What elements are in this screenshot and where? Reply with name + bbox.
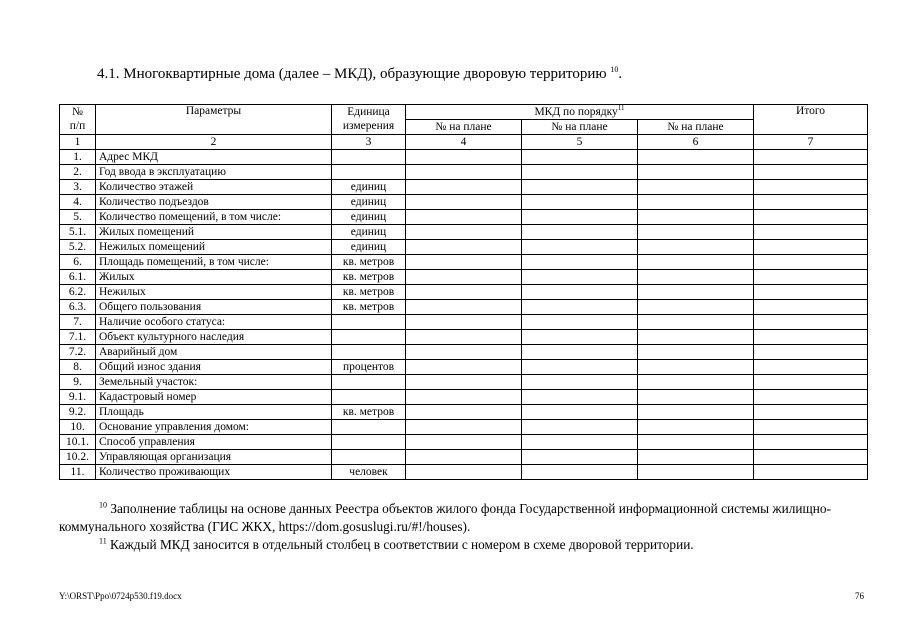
row-parameter: Количество подъездов bbox=[96, 195, 332, 210]
row-value-cell bbox=[406, 465, 522, 480]
row-unit: кв. метров bbox=[332, 405, 406, 420]
row-number: 6.3. bbox=[60, 300, 96, 315]
col-number: 6 bbox=[638, 135, 754, 150]
row-parameter: Общего пользования bbox=[96, 300, 332, 315]
row-number: 10. bbox=[60, 420, 96, 435]
row-value-cell bbox=[638, 390, 754, 405]
row-value-cell bbox=[406, 210, 522, 225]
heading-footnote-ref: 10 bbox=[610, 65, 619, 74]
row-value-cell bbox=[522, 150, 638, 165]
row-value-cell bbox=[522, 465, 638, 480]
row-value-cell bbox=[406, 450, 522, 465]
row-value-cell bbox=[406, 435, 522, 450]
table-row bbox=[60, 345, 868, 360]
row-total-cell bbox=[754, 465, 868, 480]
row-number: 8. bbox=[60, 360, 96, 375]
row-value-cell bbox=[522, 330, 638, 345]
row-value-cell bbox=[406, 390, 522, 405]
header-plan-col: № на плане bbox=[406, 120, 522, 135]
row-total-cell bbox=[754, 315, 868, 330]
row-unit bbox=[332, 420, 406, 435]
row-number: 1. bbox=[60, 150, 96, 165]
row-unit bbox=[332, 150, 406, 165]
mkd-footnote-ref: 11 bbox=[617, 104, 625, 112]
table-row bbox=[60, 180, 868, 195]
header-params: Параметры bbox=[96, 105, 332, 135]
row-value-cell bbox=[406, 345, 522, 360]
row-total-cell bbox=[754, 330, 868, 345]
row-value-cell bbox=[638, 225, 754, 240]
row-value-cell bbox=[522, 225, 638, 240]
table-row bbox=[60, 150, 868, 165]
row-unit bbox=[332, 375, 406, 390]
row-parameter: Управляющая организация bbox=[96, 450, 332, 465]
row-total-cell bbox=[754, 270, 868, 285]
col-number: 7 bbox=[754, 135, 868, 150]
row-number: 6.1. bbox=[60, 270, 96, 285]
row-number: 5.2. bbox=[60, 240, 96, 255]
table-row bbox=[60, 195, 868, 210]
row-total-cell bbox=[754, 255, 868, 270]
row-number: 6. bbox=[60, 255, 96, 270]
row-number: 2. bbox=[60, 165, 96, 180]
row-parameter: Земельный участок: bbox=[96, 375, 332, 390]
row-number: 7.2. bbox=[60, 345, 96, 360]
row-value-cell bbox=[638, 210, 754, 225]
row-unit: кв. метров bbox=[332, 270, 406, 285]
row-total-cell bbox=[754, 420, 868, 435]
row-total-cell bbox=[754, 375, 868, 390]
row-parameter: Площадь bbox=[96, 405, 332, 420]
header-num: № bbox=[60, 105, 96, 120]
row-value-cell bbox=[522, 255, 638, 270]
row-unit: единиц bbox=[332, 210, 406, 225]
row-number: 11. bbox=[60, 465, 96, 480]
row-value-cell bbox=[522, 390, 638, 405]
column-number-row bbox=[60, 135, 868, 150]
row-number: 7. bbox=[60, 315, 96, 330]
row-value-cell bbox=[522, 405, 638, 420]
row-parameter: Наличие особого статуса: bbox=[96, 315, 332, 330]
row-value-cell bbox=[638, 450, 754, 465]
row-unit: кв. метров bbox=[332, 285, 406, 300]
row-unit: единиц bbox=[332, 180, 406, 195]
footnote-10-text: Заполнение таблицы на основе данных Реестра объектов жилого фонда Государственной информационной системы жилищно-коммунального хозяйства (ГИС ЖКХ, https://dom.gosuslugi.ru/#!/houses). bbox=[59, 501, 831, 534]
header-unit-line2: измерения bbox=[332, 120, 406, 135]
table-row bbox=[60, 390, 868, 405]
table-row bbox=[60, 375, 868, 390]
row-value-cell bbox=[406, 195, 522, 210]
table-row bbox=[60, 450, 868, 465]
row-value-cell bbox=[638, 240, 754, 255]
row-total-cell bbox=[754, 180, 868, 195]
row-total-cell bbox=[754, 210, 868, 225]
row-value-cell bbox=[638, 435, 754, 450]
row-value-cell bbox=[638, 465, 754, 480]
col-number: 3 bbox=[332, 135, 406, 150]
row-total-cell bbox=[754, 150, 868, 165]
footnote-10-mark: 10 bbox=[99, 500, 107, 510]
col-number: 5 bbox=[522, 135, 638, 150]
col-number: 4 bbox=[406, 135, 522, 150]
row-value-cell bbox=[522, 180, 638, 195]
table-row bbox=[60, 210, 868, 225]
row-value-cell bbox=[406, 405, 522, 420]
row-total-cell bbox=[754, 300, 868, 315]
row-unit: человек bbox=[332, 465, 406, 480]
row-value-cell bbox=[638, 420, 754, 435]
header-unit: Единица bbox=[332, 105, 406, 120]
row-number: 9.1. bbox=[60, 390, 96, 405]
heading-end: . bbox=[618, 66, 623, 82]
table-row bbox=[60, 435, 868, 450]
row-number: 3. bbox=[60, 180, 96, 195]
row-parameter: Год ввода в эксплуатацию bbox=[96, 165, 332, 180]
row-number: 4. bbox=[60, 195, 96, 210]
row-value-cell bbox=[406, 420, 522, 435]
footnote-11-mark: 11 bbox=[99, 536, 107, 546]
row-parameter: Жилых помещений bbox=[96, 225, 332, 240]
row-total-cell bbox=[754, 450, 868, 465]
row-value-cell bbox=[638, 345, 754, 360]
row-value-cell bbox=[406, 150, 522, 165]
table-row bbox=[60, 255, 868, 270]
row-value-cell bbox=[638, 255, 754, 270]
row-number: 6.2. bbox=[60, 285, 96, 300]
table-row bbox=[60, 270, 868, 285]
row-value-cell bbox=[406, 330, 522, 345]
row-unit: процентов bbox=[332, 360, 406, 375]
row-unit: кв. метров bbox=[332, 255, 406, 270]
row-value-cell bbox=[522, 210, 638, 225]
row-value-cell bbox=[406, 315, 522, 330]
row-unit: единиц bbox=[332, 195, 406, 210]
row-value-cell bbox=[522, 165, 638, 180]
footnote-11-text: Каждый МКД заносится в отдельный столбец в соответствии с номером в схеме дворовой территории. bbox=[106, 537, 694, 552]
row-value-cell bbox=[406, 270, 522, 285]
table-row bbox=[60, 360, 868, 375]
header-plan-col: № на плане bbox=[522, 120, 638, 135]
header-mkd-group: МКД по порядку$^{11}$ bbox=[406, 105, 754, 120]
file-path-footer: Y:\ORST\Ppo\0724p530.f19.docx bbox=[59, 591, 182, 601]
row-value-cell bbox=[522, 195, 638, 210]
header-num-line2: п/п bbox=[60, 120, 96, 135]
row-number: 5. bbox=[60, 210, 96, 225]
table-row bbox=[60, 420, 868, 435]
footnote-10 bbox=[59, 500, 869, 536]
row-unit: кв. метров bbox=[332, 300, 406, 315]
row-parameter: Нежилых помещений bbox=[96, 240, 332, 255]
row-value-cell bbox=[406, 165, 522, 180]
row-parameter: Кадастровый номер bbox=[96, 390, 332, 405]
col-number: 1 bbox=[60, 135, 96, 150]
row-value-cell bbox=[406, 240, 522, 255]
row-unit bbox=[332, 390, 406, 405]
row-parameter: Общий износ здания bbox=[96, 360, 332, 375]
row-value-cell bbox=[638, 150, 754, 165]
header-total: Итого bbox=[754, 105, 868, 135]
row-value-cell bbox=[522, 315, 638, 330]
table-row bbox=[60, 285, 868, 300]
footnote-11 bbox=[99, 536, 905, 554]
row-total-cell bbox=[754, 435, 868, 450]
header-plan-col: № на плане bbox=[638, 120, 754, 135]
row-unit bbox=[332, 315, 406, 330]
row-total-cell bbox=[754, 390, 868, 405]
row-value-cell bbox=[406, 300, 522, 315]
row-number: 5.1. bbox=[60, 225, 96, 240]
row-value-cell bbox=[522, 375, 638, 390]
table-body bbox=[60, 105, 868, 480]
row-value-cell bbox=[638, 165, 754, 180]
row-total-cell bbox=[754, 225, 868, 240]
row-value-cell bbox=[406, 255, 522, 270]
row-parameter: Объект культурного наследия bbox=[96, 330, 332, 345]
row-value-cell bbox=[522, 285, 638, 300]
row-value-cell bbox=[522, 300, 638, 315]
row-unit bbox=[332, 165, 406, 180]
row-total-cell bbox=[754, 240, 868, 255]
row-number: 10.2. bbox=[60, 450, 96, 465]
header-row-1 bbox=[60, 105, 868, 120]
row-value-cell bbox=[406, 360, 522, 375]
row-total-cell bbox=[754, 195, 868, 210]
row-value-cell bbox=[522, 450, 638, 465]
row-parameter: Количество проживающих bbox=[96, 465, 332, 480]
row-parameter: Аварийный дом bbox=[96, 345, 332, 360]
row-number: 7.1. bbox=[60, 330, 96, 345]
table-row bbox=[60, 465, 868, 480]
row-total-cell bbox=[754, 285, 868, 300]
row-unit: единиц bbox=[332, 225, 406, 240]
row-value-cell bbox=[638, 270, 754, 285]
row-unit bbox=[332, 330, 406, 345]
row-number: 10.1. bbox=[60, 435, 96, 450]
row-unit bbox=[332, 435, 406, 450]
row-unit bbox=[332, 450, 406, 465]
table-row bbox=[60, 225, 868, 240]
row-value-cell bbox=[638, 360, 754, 375]
row-value-cell bbox=[638, 300, 754, 315]
row-number: 9.2. bbox=[60, 405, 96, 420]
row-parameter: Количество этажей bbox=[96, 180, 332, 195]
row-value-cell bbox=[638, 195, 754, 210]
row-parameter: Жилых bbox=[96, 270, 332, 285]
row-parameter: Адрес МКД bbox=[96, 150, 332, 165]
row-value-cell bbox=[522, 270, 638, 285]
section-heading bbox=[97, 66, 622, 83]
row-parameter: Основание управления домом: bbox=[96, 420, 332, 435]
row-total-cell bbox=[754, 345, 868, 360]
row-parameter: Количество помещений, в том числе: bbox=[96, 210, 332, 225]
row-value-cell bbox=[638, 330, 754, 345]
row-value-cell bbox=[522, 435, 638, 450]
row-value-cell bbox=[406, 375, 522, 390]
row-value-cell bbox=[406, 285, 522, 300]
row-total-cell bbox=[754, 360, 868, 375]
table-row bbox=[60, 405, 868, 420]
row-total-cell bbox=[754, 405, 868, 420]
table-row bbox=[60, 165, 868, 180]
heading-text: 4.1. Многоквартирные дома (далее – МКД), образующие дворовую территорию bbox=[97, 66, 611, 82]
col-number: 2 bbox=[96, 135, 332, 150]
table-row bbox=[60, 330, 868, 345]
row-value-cell bbox=[406, 180, 522, 195]
row-value-cell bbox=[638, 375, 754, 390]
table-row bbox=[60, 240, 868, 255]
row-value-cell bbox=[522, 420, 638, 435]
row-value-cell bbox=[638, 405, 754, 420]
row-value-cell bbox=[638, 285, 754, 300]
row-total-cell bbox=[754, 165, 868, 180]
row-parameter: Нежилых bbox=[96, 285, 332, 300]
row-value-cell bbox=[638, 315, 754, 330]
page-number: 76 bbox=[855, 591, 864, 601]
row-parameter: Площадь помещений, в том числе: bbox=[96, 255, 332, 270]
row-number: 9. bbox=[60, 375, 96, 390]
row-value-cell bbox=[522, 360, 638, 375]
table-row bbox=[60, 315, 868, 330]
row-value-cell bbox=[406, 225, 522, 240]
table-row bbox=[60, 300, 868, 315]
mkd-table bbox=[59, 104, 868, 480]
row-unit bbox=[332, 345, 406, 360]
row-value-cell bbox=[522, 345, 638, 360]
row-value-cell bbox=[522, 240, 638, 255]
row-unit: единиц bbox=[332, 240, 406, 255]
row-parameter: Способ управления bbox=[96, 435, 332, 450]
row-value-cell bbox=[638, 180, 754, 195]
